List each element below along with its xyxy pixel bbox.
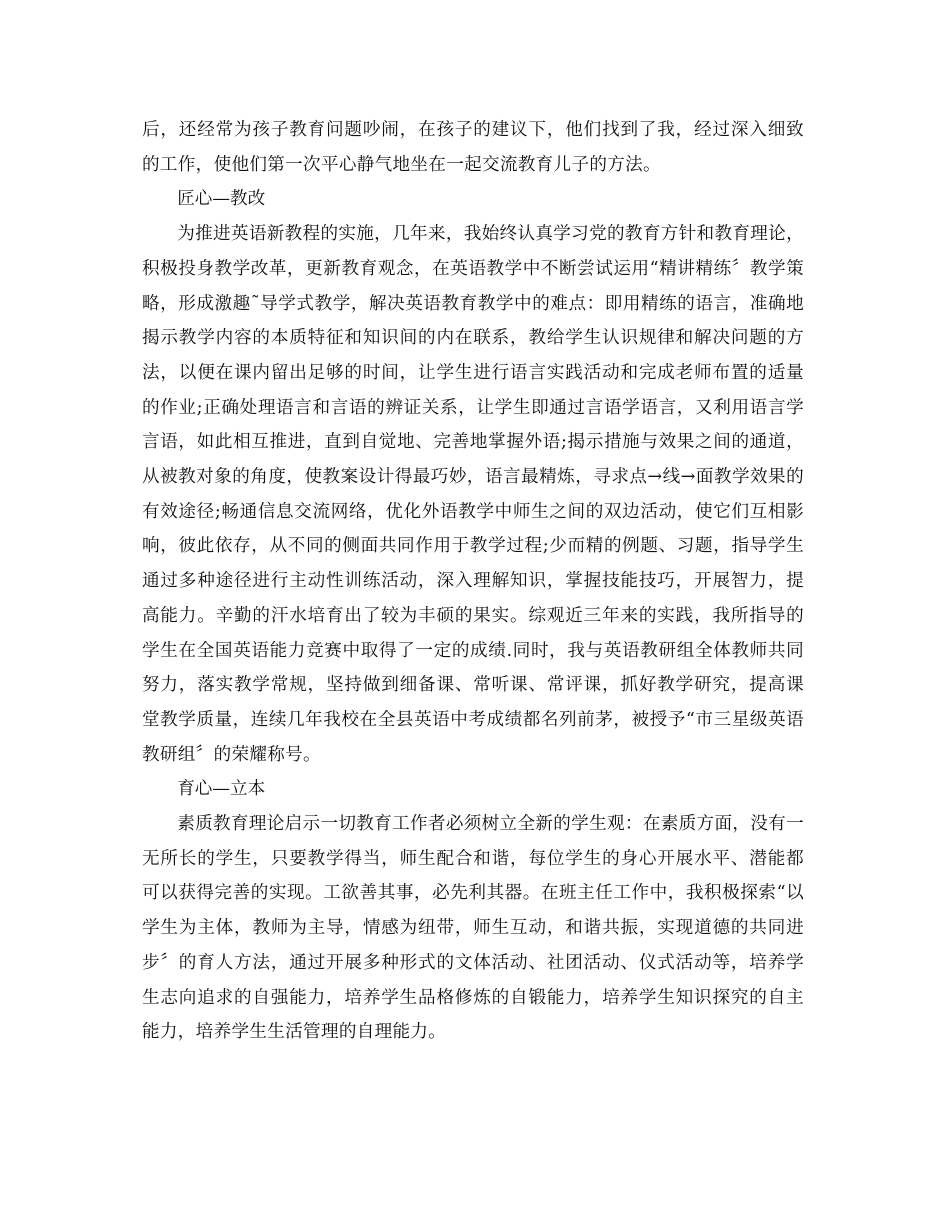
paragraph-jiaogai: 为推进英语新教程的实施，几年来，我始终认真学习党的教育方针和教育理论，积极投身教学改革，更新教育观念，在英语教学中不断尝试运用“精讲精练〞教学策略，形成激趣˜导学式教学，解决英语教育教学中的难点：即用精练的语言，准确地揭示教学内容的本质特征和知识间的内在联系，教给学生认识规律和解决问题的方法，以便在课内留出足够的时间，让学生进行语言实践活动和完成老师布置的适量的作业;正确处理语言和言语的辨证关系，让学生即通过言语学语言，又利用语言学言语，如此相互推进，直到自觉地、完善地掌握外语;揭示措施与效果之间的通道，从被教对象的角度，使教案设计得最巧妙，语言最精炼，寻求点→线→面教学效果的有效途径;畅通信息交流网络，优化外语教学中师生之间的双边活动，使它们互相影响，彼此依存，从不同的侧面共同作用于教学过程;少而精的例题、习题，指导学生通过多种途径进行主动性训练活动，深入理解知识，掌握技能技巧，开展智力，提高能力。辛勤的汗水培育出了较为丰硕的果实。综观近三年来的实践，我所指导的学生在全国英语能力竞赛中取得了一定的成绩.同时，我与英语教研组全体教师共同努力，落实教学常规，坚持做到细备课、常听课、常评课，抓好教学研究，提高课堂教学质量，连续几年我校在全县英语中考成绩都名列前茅，被授予“市三星级英语教研组〞的荣耀称号。 [142, 224, 804, 765]
document-page [142, 113, 804, 1050]
section-heading-jiaogai: 匠心—教改 [177, 189, 266, 210]
section-heading-liben: 育心—立本 [177, 779, 266, 800]
paragraph-liben: 素质教育理论启示一切教育工作者必须树立全新的学生观：在素质方面，没有一无所长的学生，只要教学得当，师生配合和谐，每位学生的身心开展水平、潜能都可以获得完善的实现。工欲善其事，必先利其器。在班主任工作中，我积极探索“以学生为主体，教师为主导，情感为纽带，师生互动，和谐共振，实现道德的共同进步〞的育人方法，通过开展多种形式的文体活动、社团活动、仪式活动等，培养学生志向追求的自强能力，培养学生品格修炼的自锻能力，培养学生知识探究的自主能力，培养学生生活管理的自理能力。 [142, 814, 804, 1043]
paragraph-intro-continued: 后，还经常为孩子教育问题吵闹，在孩子的建议下，他们找到了我，经过深入细致的工作，使他们第一次平心静气地坐在一起交流教育儿子的方法。 [142, 120, 804, 175]
